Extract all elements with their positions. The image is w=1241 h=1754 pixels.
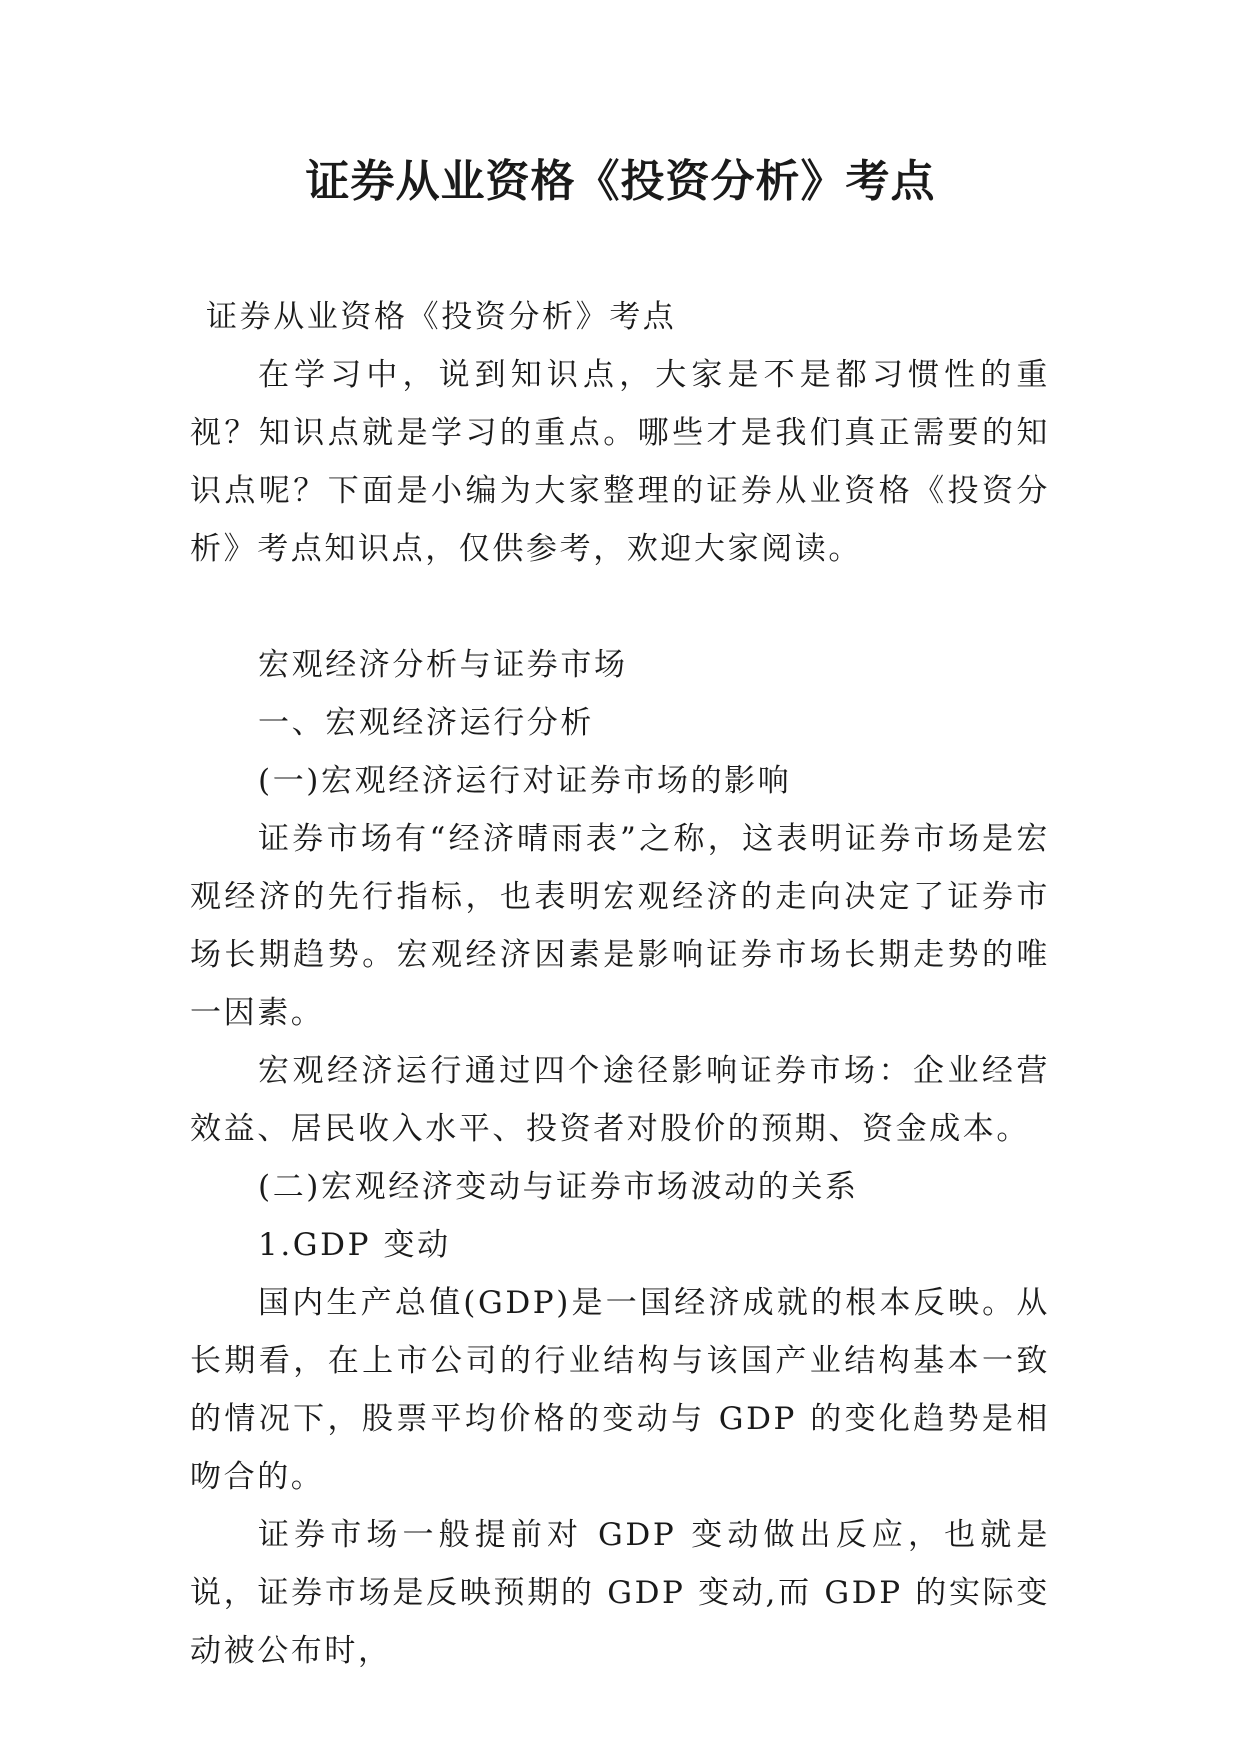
- heading-level-2: (二)宏观经济变动与证券市场波动的关系: [258, 1169, 859, 1205]
- body-paragraph: 宏观经济运行通过四个途径影响证券市场：企业经营效益、居民收入水平、投资者对股价的预期、资金成本。: [190, 1053, 1050, 1147]
- body-paragraph: 证券市场有“经济晴雨表”之称，这表明证券市场是宏观经济的先行指标，也表明宏观经济的走向决定了证券市场长期趋势。宏观经济因素是影响证券市场长期走势的唯一因素。: [190, 821, 1050, 1031]
- document-subtitle: 证券从业资格《投资分析》考点: [206, 299, 677, 335]
- paragraph-spacer: [190, 578, 1050, 636]
- document-body: [190, 288, 1050, 1680]
- heading-level-1: 一、宏观经济运行分析: [258, 705, 594, 741]
- intro-paragraph: 在学习中，说到知识点，大家是不是都习惯性的重视？知识点就是学习的重点。哪些才是我们真正需要的知识点呢？下面是小编为大家整理的证券从业资格《投资分析》考点知识点，仅供参考，欢迎大家阅读。: [190, 357, 1050, 567]
- body-paragraph: 证券市场一般提前对 GDP 变动做出反应，也就是说，证券市场是反映预期的 GDP 变动,而 GDP 的实际变动被公布时，: [190, 1517, 1050, 1669]
- heading-level-3: 1.GDP 变动: [258, 1227, 451, 1263]
- section-heading: 宏观经济分析与证券市场: [258, 647, 628, 683]
- heading-level-2: (一)宏观经济运行对证券市场的影响: [258, 763, 792, 799]
- body-paragraph: 国内生产总值(GDP)是一国经济成就的根本反映。从长期看，在上市公司的行业结构与该国产业结构基本一致的情况下，股票平均价格的变动与 GDP 的变化趋势是相吻合的。: [190, 1285, 1050, 1495]
- document-title: 证券从业资格《投资分析》考点: [305, 156, 936, 207]
